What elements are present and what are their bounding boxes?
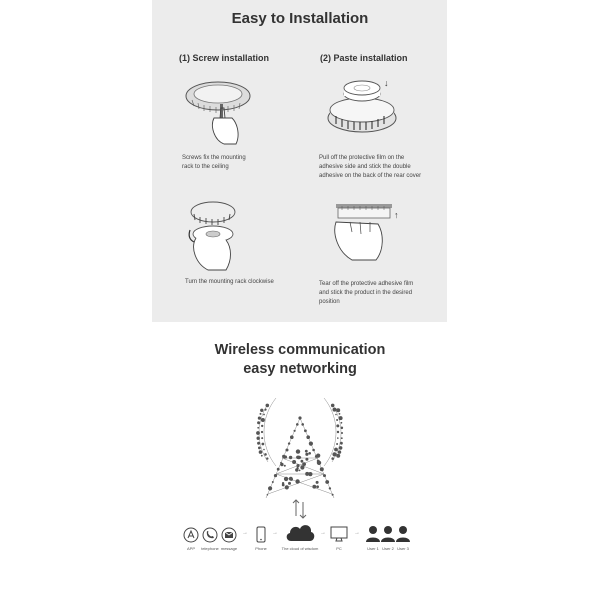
network-node — [272, 481, 274, 483]
network-node — [274, 474, 277, 477]
network-node — [316, 454, 320, 458]
network-node — [295, 468, 298, 471]
network-node — [295, 479, 299, 483]
network-node — [302, 462, 306, 466]
press-ceiling-illustration — [330, 198, 408, 274]
network-node — [284, 455, 287, 458]
network-node — [261, 437, 263, 439]
network-node — [277, 468, 280, 471]
network-node — [333, 408, 337, 412]
screw-installation-heading: (1) Screw installation — [179, 53, 270, 63]
paste-installation-heading: (2) Paste installation — [320, 53, 408, 63]
network-node — [332, 494, 334, 496]
flow-label-user-3: User 3 — [397, 546, 409, 551]
user-icon — [381, 525, 395, 542]
paste-detector-illustration — [322, 72, 404, 147]
flow-arrow-icon: → — [320, 530, 326, 536]
network-node — [323, 474, 326, 477]
up-arrow-icon: ↑ — [394, 210, 399, 220]
network-node — [305, 458, 308, 461]
network-node — [308, 452, 311, 455]
network-node — [266, 457, 268, 459]
user-icon — [396, 525, 410, 542]
network-node — [312, 449, 315, 452]
screw-mount-illustration — [180, 70, 255, 148]
network-node — [257, 442, 260, 445]
network-node — [288, 482, 291, 485]
step-1-caption-line: rack to the ceiling — [182, 164, 229, 170]
network-node — [331, 404, 335, 408]
network-node — [290, 435, 294, 439]
network-node — [296, 464, 299, 467]
network-node — [257, 421, 260, 424]
step-3-caption-line: Turn the mounting rack clockwise — [185, 279, 274, 285]
network-node — [306, 435, 310, 439]
network-node — [337, 431, 339, 433]
network-node — [263, 414, 265, 416]
flow-label-message: message — [220, 546, 238, 551]
network-node — [341, 437, 343, 439]
network-node — [316, 485, 319, 488]
network-node — [264, 453, 267, 456]
flow-arrow-icon: → — [242, 530, 248, 536]
flow-label-phone: Phone — [255, 546, 267, 551]
network-node — [289, 456, 292, 459]
turn-mount-illustration — [186, 198, 244, 274]
network-node — [305, 450, 308, 453]
network-node — [325, 480, 329, 484]
network-node — [268, 486, 272, 490]
network-node — [261, 455, 263, 457]
network-node — [309, 472, 312, 475]
network-node — [300, 465, 304, 469]
network-node — [340, 442, 343, 445]
network-node — [284, 465, 286, 467]
network-node — [282, 484, 285, 487]
network-node — [263, 449, 265, 451]
network-node — [338, 450, 341, 453]
network-node — [341, 432, 343, 434]
network-node — [292, 460, 296, 464]
flow-label-pc: PC — [336, 546, 342, 551]
step-2-caption-line: Pull off the protective film on the — [319, 155, 405, 161]
network-node — [309, 442, 313, 446]
network-node — [301, 423, 304, 426]
network-node — [289, 477, 293, 481]
network-node — [297, 456, 301, 460]
network-node — [261, 431, 263, 433]
network-node — [332, 452, 336, 456]
network-node — [341, 422, 343, 424]
step-4-caption-line: and stick the product in the desired — [319, 290, 413, 296]
message-icon — [221, 527, 237, 543]
network-node — [264, 409, 266, 411]
network-node — [296, 449, 300, 453]
step-1-caption — [182, 154, 246, 172]
network-node — [260, 413, 262, 415]
phone-icon — [256, 526, 266, 543]
network-node — [257, 437, 260, 440]
network-node — [336, 419, 338, 421]
network-node — [288, 442, 290, 444]
step-4-caption-line: Tear off the protective adhesive film — [319, 281, 414, 287]
network-node — [316, 481, 319, 484]
network-node — [337, 437, 339, 439]
flow-label-app: APP — [186, 546, 195, 551]
network-node — [296, 423, 299, 426]
flow-arrow-icon: → — [354, 530, 360, 536]
network-node — [267, 494, 269, 496]
network-node — [339, 416, 343, 420]
step-2-caption-line: adhesive side and stick the double — [319, 164, 411, 170]
network-node — [301, 460, 304, 463]
user-icon — [366, 525, 380, 542]
step-1-caption-line: Screws fix the mounting — [182, 155, 246, 161]
network-node — [259, 450, 263, 454]
flow-label-user-2: User 2 — [382, 546, 394, 551]
step-2-caption — [319, 154, 421, 181]
network-node — [336, 454, 340, 458]
up-down-arrows-icon — [290, 498, 310, 520]
cloud-icon — [284, 521, 316, 543]
step-3-caption — [185, 278, 274, 287]
network-node — [256, 431, 260, 435]
network-node — [299, 470, 301, 472]
network-node — [266, 404, 270, 408]
network-node — [320, 467, 324, 471]
app-icon — [183, 527, 199, 543]
flow-label-telephone: telephone — [201, 546, 219, 551]
network-node — [336, 424, 339, 427]
network-node — [339, 413, 341, 415]
pc-icon — [330, 526, 348, 543]
step-4-caption — [319, 280, 413, 307]
network-node — [261, 425, 263, 427]
network-node — [258, 417, 261, 420]
network-node — [336, 408, 340, 412]
wireless-title-line-2: easy networking — [243, 361, 357, 377]
network-node — [339, 446, 343, 450]
network-tower-icon — [240, 388, 360, 506]
network-node — [285, 485, 289, 489]
network-node — [335, 414, 337, 416]
down-arrow-icon: ↓ — [384, 78, 389, 88]
network-node — [286, 449, 289, 452]
network-node — [305, 453, 308, 456]
wireless-title — [0, 341, 600, 379]
network-node — [257, 427, 259, 429]
network-node — [341, 427, 344, 430]
flow-label-user-1: User 1 — [367, 546, 379, 551]
network-node — [280, 463, 283, 466]
installation-title: Easy to Installation — [231, 10, 369, 27]
network-node — [299, 417, 301, 419]
network-node — [329, 487, 331, 489]
network-node — [317, 460, 320, 463]
step-2-caption-line: adhesive on the back of the rear cover — [319, 173, 422, 179]
telephone-icon — [202, 527, 218, 543]
network-node — [312, 485, 316, 489]
network-node — [336, 443, 338, 445]
network-node — [331, 457, 334, 460]
network-node — [260, 409, 263, 412]
flow-label-cloud: The cloud of wisdom — [281, 546, 319, 551]
network-node — [262, 443, 265, 446]
network-node — [258, 447, 261, 450]
network-node — [304, 429, 307, 432]
network-node — [284, 477, 288, 481]
flow-arrow-icon: → — [272, 530, 278, 536]
network-node — [294, 430, 296, 432]
network-node — [334, 448, 338, 452]
network-node — [261, 418, 265, 422]
wireless-title-line-1: Wireless communication — [214, 342, 386, 358]
step-4-caption-line: position — [319, 299, 340, 305]
